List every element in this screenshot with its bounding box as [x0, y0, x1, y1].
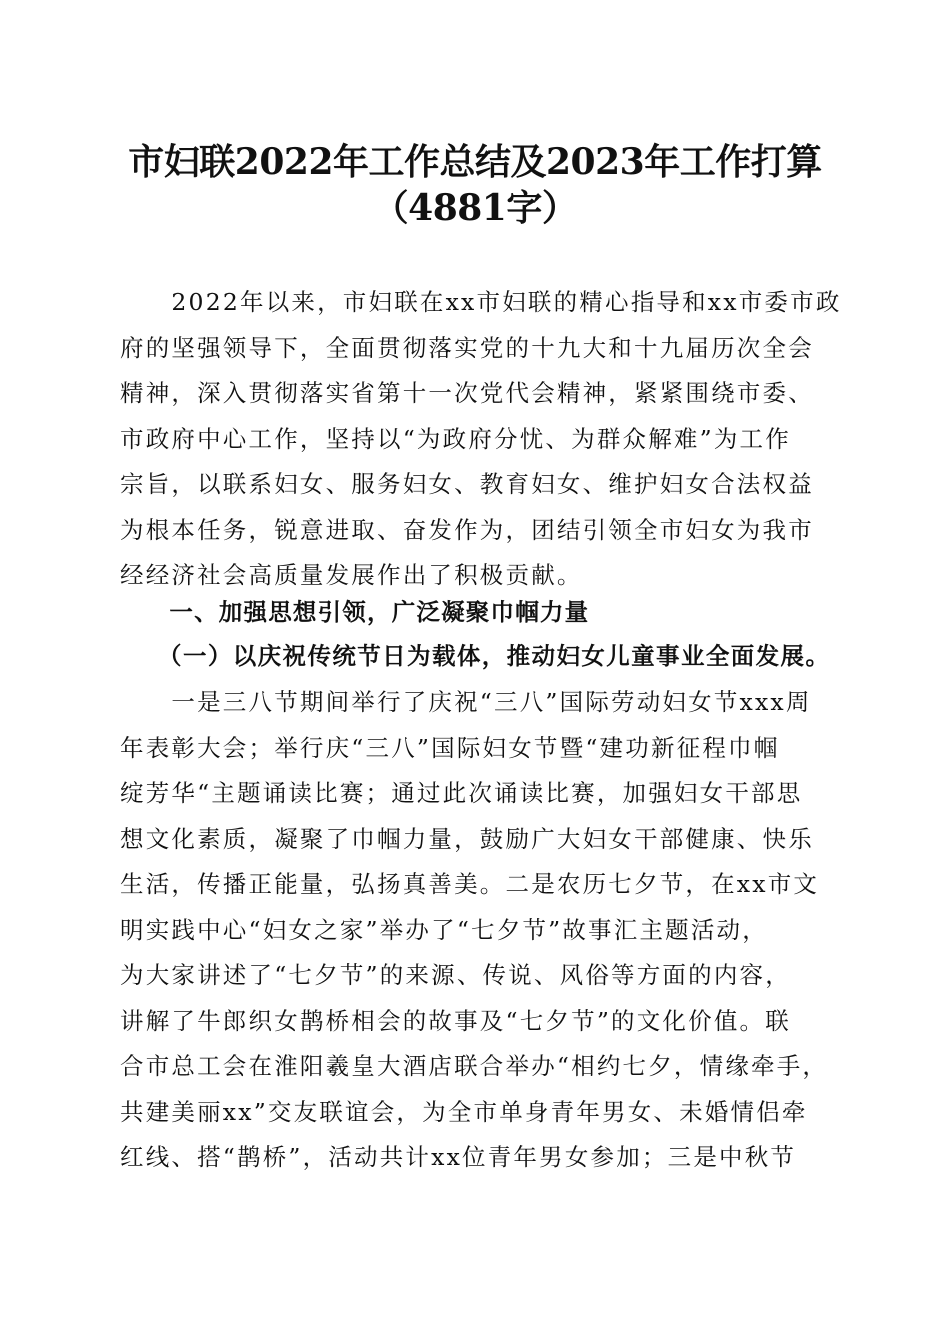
text-line: 绽芳华“主题诵读比赛；通过此次诵读比赛，加强妇女干部思 — [120, 779, 803, 807]
document-word-count: （4881字） — [372, 187, 578, 229]
text-line: 2022年以来，市妇联在xx市妇联的精心指导和xx市委市政 — [120, 288, 842, 316]
body-paragraph — [120, 680, 832, 1181]
text-line: 经经济社会高质量发展作出了积极贡献。 — [120, 561, 583, 589]
text-line: 想文化素质，凝聚了巾帼力量，鼓励广大妇女干部健康、快乐 — [120, 824, 814, 853]
text-line: 共建美丽xx”交友联谊会，为全市单身青年男女、未婚情侣牵 — [120, 1097, 808, 1126]
text-line: 府的坚强领导下，全面贯彻落实党的十九大和十九届历次全会 — [120, 333, 814, 362]
text-line: 市政府中心工作，坚持以“为政府分忧、为群众解难”为工作 — [120, 424, 791, 453]
text-line: 宗旨，以联系妇女、服务妇女、教育妇女、维护妇女合法权益 — [120, 470, 814, 498]
document-title: 市妇联2022年工作总结及2023年工作打算 — [128, 141, 822, 183]
text-line: 为大家讲述了“七夕节”的来源、传说、风俗等方面的内容， — [120, 961, 791, 989]
text-line: 合市总工会在淮阳羲皇大酒店联合举办“相约七夕，情缘牵手， — [120, 1052, 829, 1080]
text-line: 红线、搭“鹊桥”，活动共计xx位青年男女参加；三是中秋节 — [120, 1143, 797, 1171]
text-line: 精神，深入贯彻落实省第十一次党代会精神，紧紧围绕市委、 — [120, 379, 814, 407]
text-line: 生活，传播正能量，弘扬真善美。二是农历七夕节，在xx市文 — [120, 870, 820, 898]
text-line: 明实践中心“妇女之家”举办了“七夕节”故事汇主题活动， — [120, 915, 768, 944]
intro-paragraph — [120, 280, 842, 599]
text-line: 为根本任务，锐意进取、奋发作为，团结引领全市妇女为我市 — [120, 515, 814, 544]
subsection-heading: （一）以庆祝传统节日为载体，推动妇女儿童事业全面发展。 — [120, 642, 831, 670]
text-line: 一是三八节期间举行了庆祝“三八”国际劳动妇女节xxx周 — [120, 688, 812, 716]
section-heading: 一、加强思想引领，广泛凝聚巾帼力量 — [120, 598, 590, 626]
text-line: 讲解了牛郎织女鹊桥相会的故事及“七夕节”的文化价值。联 — [120, 1006, 791, 1035]
text-line: 年表彰大会；举行庆“三八”国际妇女节暨“建功新征程巾帼 — [120, 733, 780, 762]
